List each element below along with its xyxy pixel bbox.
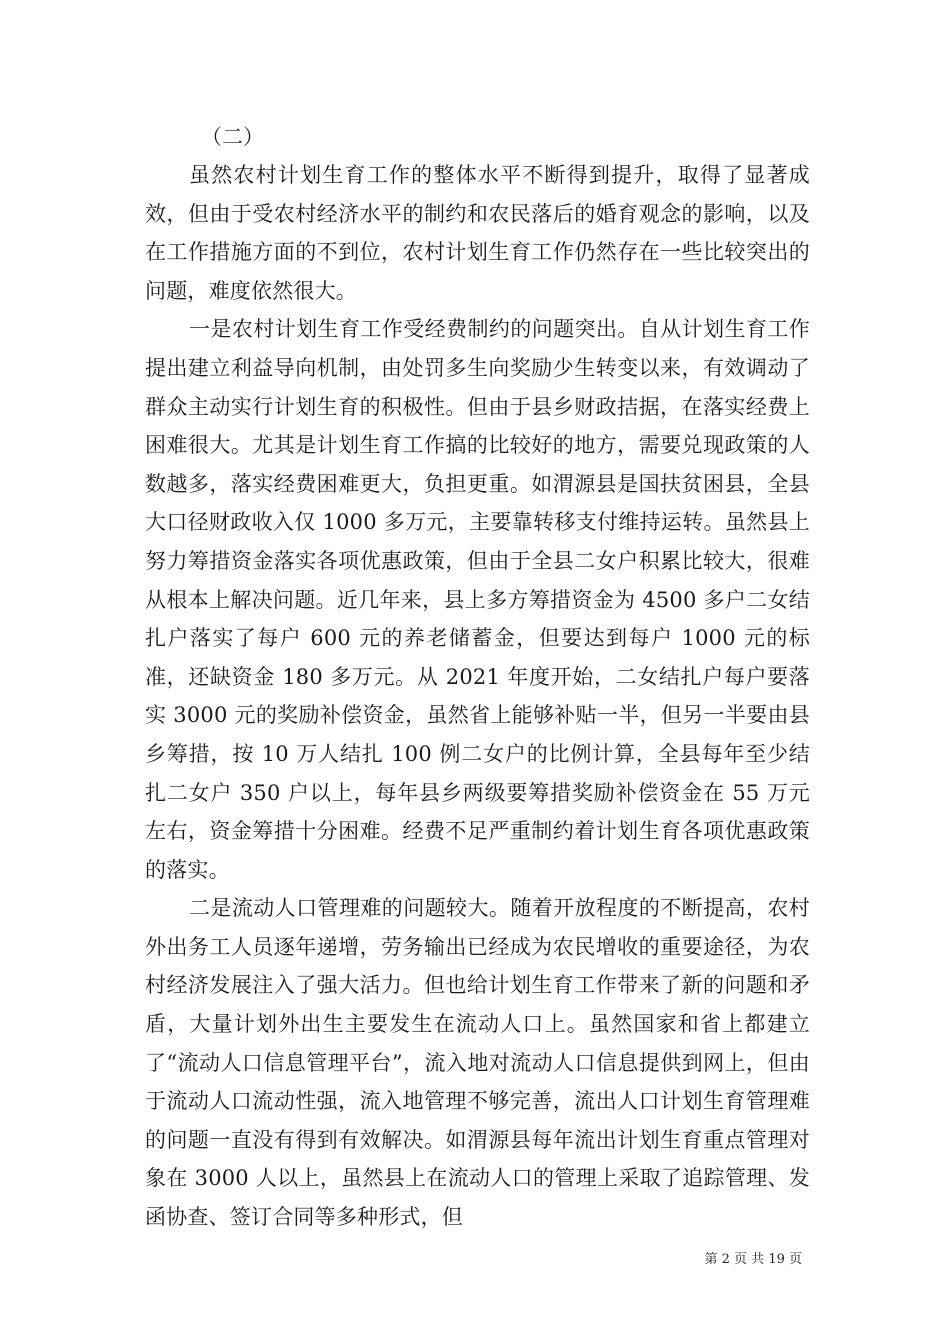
paragraph-intro: 虽然农村计划生育工作的整体水平不断得到提升，取得了显著成效，但由于受农村经济水平的制约和农民落后的婚育观念的影响，以及在工作措施方面的不到位，农村计划生育工作仍然存在一些比较突出的问题，难度依然很大。 bbox=[145, 163, 810, 303]
paragraph-funding-issue: 一是农村计划生育工作受经费制约的问题突出。自从计划生育工作提出建立利益导向机制，由处罚多生向奖励少生转变以来，有效调动了群众主动实行计划生育的积极性。但由于县乡财政拮据，在落实经费上困难很大。尤其是计划生育工作搞的比较好的地方，需要兑现政策的人数越多，落实经费困难更大，负担更重。如渭源县是国扶贫困县，全县大口径财政收入仅 1000 多万元，主要靠转移支付维持运转。虽然县上努力筹措资金落实各项优惠政策，但由于全县二女户积累比较大，很难从根本上解决问题。近几年来，县上多方筹措资金为 4500 多户二女结扎户落实了每户 600 元的养老储蓄金，但要达到每户 1000 元的标准，还缺资金 180 多万元。从 2021 年度开始，二女结扎户每户要落实 3000 元的奖励补偿资金，虽然省上能够补贴一半，但另一半要由县乡筹措，按 10 万人结扎 100 例二女户的比例计算，全县每年至少结扎二女户 350 户以上，每年县乡两级要筹措奖励补偿资金在 55 万元左右，资金筹措十分困难。经费不足严重制约着计划生育各项优惠政策的落实。 bbox=[145, 317, 810, 882]
document-body bbox=[145, 118, 810, 1237]
paragraph-migrant-issue: 二是流动人口管理难的问题较大。随着开放程度的不断提高，农村外出务工人员逐年递增，劳务输出已经成为农民增收的重要途径，为农村经济发展注入了强大活力。但也给计划生育工作带来了新的问题和矛盾，大量计划外出生主要发生在流动人口上。虽然国家和省上都建立了“流动人口信息管理平台”，流入地对流动人口信息提供到网上，但由于流动人口流动性强，流入地管理不够完善，流出人口计划生育管理难的问题一直没有得到有效解决。如渭源县每年流出计划生育重点管理对象在 3000 人以上，虽然县上在流动人口的管理上采取了追踪管理、发函协查、签订合同等多种形式，但 bbox=[145, 896, 810, 1230]
section-heading: （二） bbox=[201, 125, 264, 149]
page-number: 第 2 页 共 19 页 bbox=[704, 1252, 802, 1267]
